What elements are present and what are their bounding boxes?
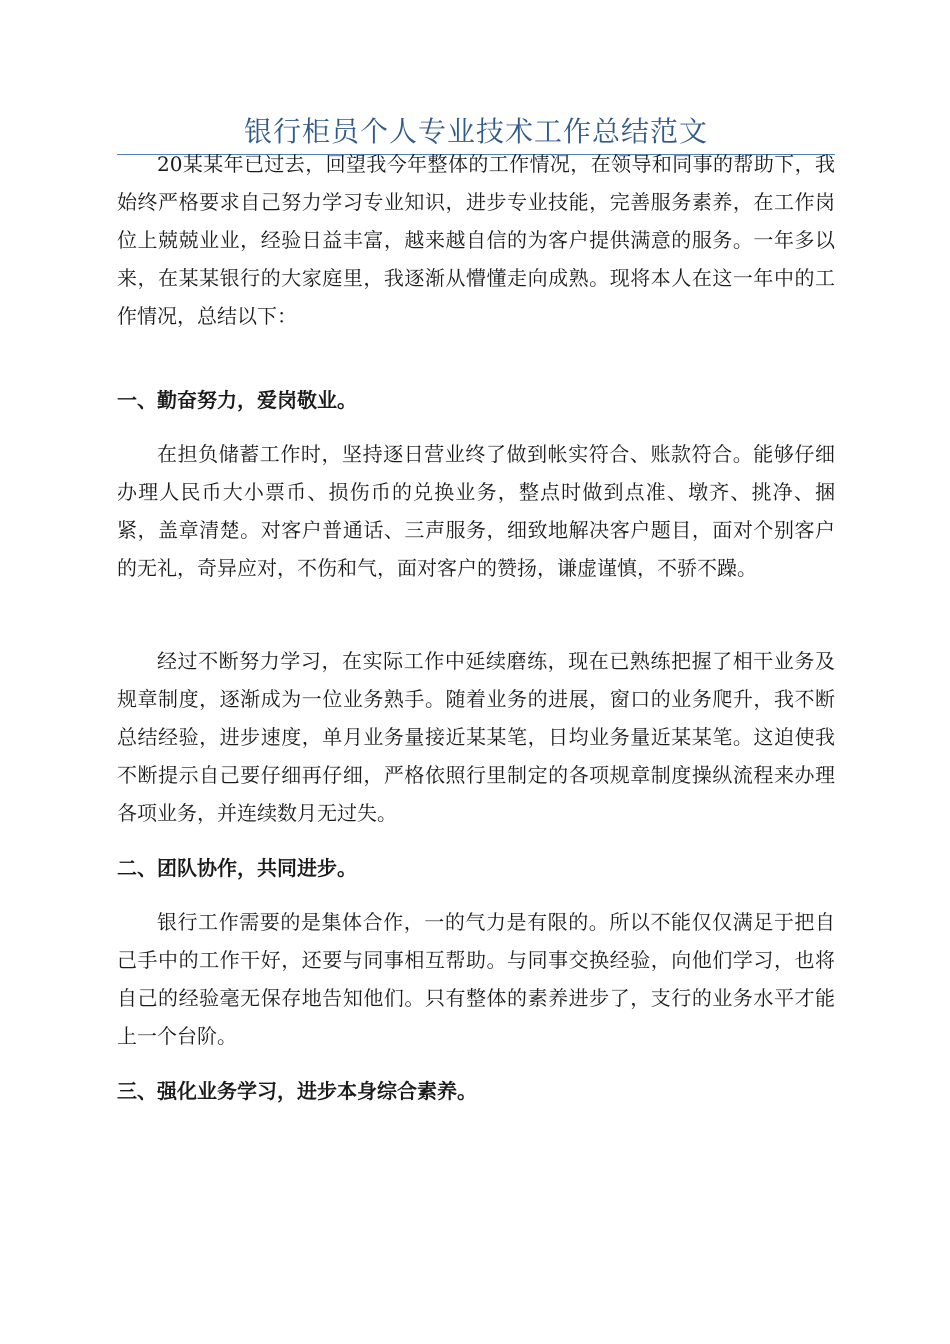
body-paragraph: 经过不断努力学习，在实际工作中延续磨练，现在已熟练把握了相干业务及规章制度，逐渐成为一位业务熟手。随着业务的进展，窗口的业务爬升，我不断总结经验，进步速度，单月业务量接近某某笔，日均业务量近某某笔。这迫使我不断提示自己要仔细再仔细，严格依照行里制定的各项规章制度操纵流程来办理各项业务，并连续数月无过失。 [117,649,835,825]
section-heading: 三、强化业务学习，进步本身综合素养。 [117,1079,477,1103]
document-title: 银行柜员个人专业技术工作总结范文 [243,115,708,148]
section-heading: 一、勤奋努力，爱岗敬业。 [117,388,357,412]
body-paragraph: 银行工作需要的是集体合作，一的气力是有限的。所以不能仅仅满足于把自己手中的工作干好，还要与同事相互帮助。与同事交换经验，向他们学习，也将自己的经验毫无保存地告知他们。只有整体的素养进步了，支行的业务水平才能上一个台阶。 [117,910,835,1048]
body-paragraph: 20某某年已过去，回望我今年整体的工作情况，在领导和同事的帮助下，我始终严格要求自己努力学习专业知识，进步专业技能，完善服务素养，在工作岗位上兢兢业业，经验日益丰富，越来越自信的为客户提供满意的服务。一年多以来，在某某银行的大家庭里，我逐渐从懵懂走向成熟。现将本人在这一年中的工作情况，总结以下： [117,152,835,328]
section-heading: 二、团队协作，共同进步。 [117,856,357,880]
body-paragraph: 在担负储蓄工作时，坚持逐日营业终了做到帐实符合、账款符合。能够仔细办理人民币大小票币、损伤币的兑换业务，整点时做到点准、墩齐、挑净、捆紧，盖章清楚。对客户普通话、三声服务，细致地解决客户题目，面对个别客户的无礼，奇异应对，不伤和气，面对客户的赞扬，谦虚谨慎，不骄不躁。 [117,442,835,580]
